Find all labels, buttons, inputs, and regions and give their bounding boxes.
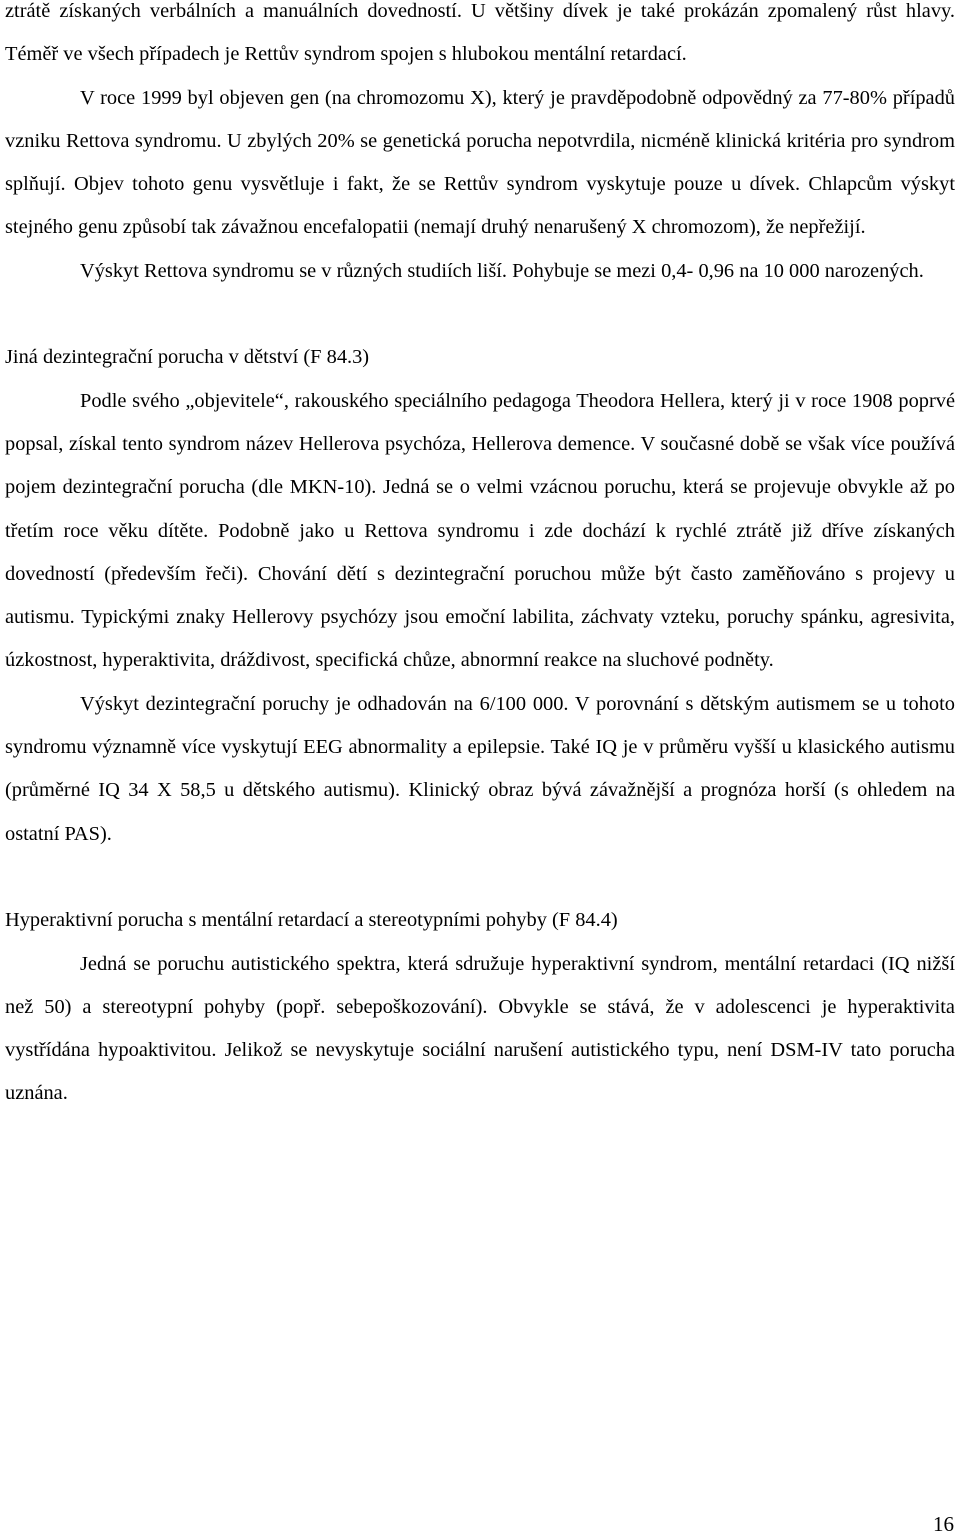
paragraph-heller-description: Podle svého „objevitele“, rakouského speciálního pedagoga Theodora Hellera, který ji v roce 1908 poprvé popsal, získal tento syndrom název Hellerova psychóza, Hellerova demence. V současné době se však více používá pojem dezintegrační porucha (dle MKN-10). Jedná se o velmi vzácnou poruchu, která se projevuje obvykle až po třetím roce věku dítěte. Podobně jako u Rettova syndromu i zde dochází k rychlé ztrátě již dříve získaných dovedností (především řeči). Chování dětí s dezintegrační poruchou může být často zaměňováno s projevy u autismu. Typickými znaky Hellerovy psychózy jsou emoční labilita, záchvaty vzteku, poruchy spánku, agresivita, úzkostnost, hyperaktivita, dráždivost, specifická chůze, abnormní reakce na sluchové podněty. bbox=[5, 389, 955, 672]
section-heading-hyperactive-disorder: Hyperaktivní porucha s mentální retardací a stereotypními pohyby (F 84.4) bbox=[5, 909, 618, 932]
paragraph-rett-prevalence: Výskyt Rettova syndromu se v různých studiích liší. Pohybuje se mezi 0,4- 0,96 na 10 000 narozených. bbox=[80, 259, 924, 282]
paragraph-rett-gene: V roce 1999 byl objeven gen (na chromozomu X), který je pravděpodobně odpovědný za 77-80% případů vzniku Rettova syndromu. U zbylých 20% se genetická porucha nepotvrdila, nicméně klinická kritéria pro syndrom splňují. Objev tohoto genu vysvětluje i fakt, že se Rettův syndrom vyskytuje pouze u dívek. Chlapcům výskyt stejného genu způsobí tak závažnou encefalopatii (nemají druhý nenarušený X chromozom), že nepřežijí. bbox=[5, 86, 955, 239]
page-number: 16 bbox=[933, 1512, 954, 1536]
section-gap bbox=[5, 293, 955, 336]
paragraph-disintegrative-prevalence: Výskyt dezintegrační poruchy je odhadován na 6/100 000. V porovnání s dětským autismem se u tohoto syndromu významně více vyskytují EEG abnormality a epilepsie. Také IQ je v průměru vyšší u klasického autismu (průměrné IQ 34 X 58,5 u dětského autismu). Klinický obraz bývá závažnější a prognóza horší (s ohledem na ostatní PAS). bbox=[5, 692, 955, 845]
section-gap bbox=[5, 856, 955, 899]
paragraph-hyperactive-description: Jedná se poruchu autistického spektra, která sdružuje hyperaktivní syndrom, mentální retardaci (IQ nižší než 50) a stereotypní pohyby (popř. sebepoškozování). Obvykle se stává, že v adolescenci je hyperaktivita vystřídána hypoaktivitou. Jelikož se nevyskytuje sociální narušení autistického typu, není DSM-IV tato porucha uznána. bbox=[5, 952, 955, 1105]
paragraph-rett-symptoms: ztrátě získaných verbálních a manuálních dovedností. U většiny dívek je také prokázán zpomalený růst hlavy. Téměř ve všech případech je Rettův syndrom spojen s hlubokou mentální retardací. bbox=[5, 0, 955, 66]
section-heading-disintegrative-disorder: Jiná dezintegrační porucha v dětství (F 84.3) bbox=[5, 346, 370, 369]
document-page bbox=[5, 0, 955, 1116]
